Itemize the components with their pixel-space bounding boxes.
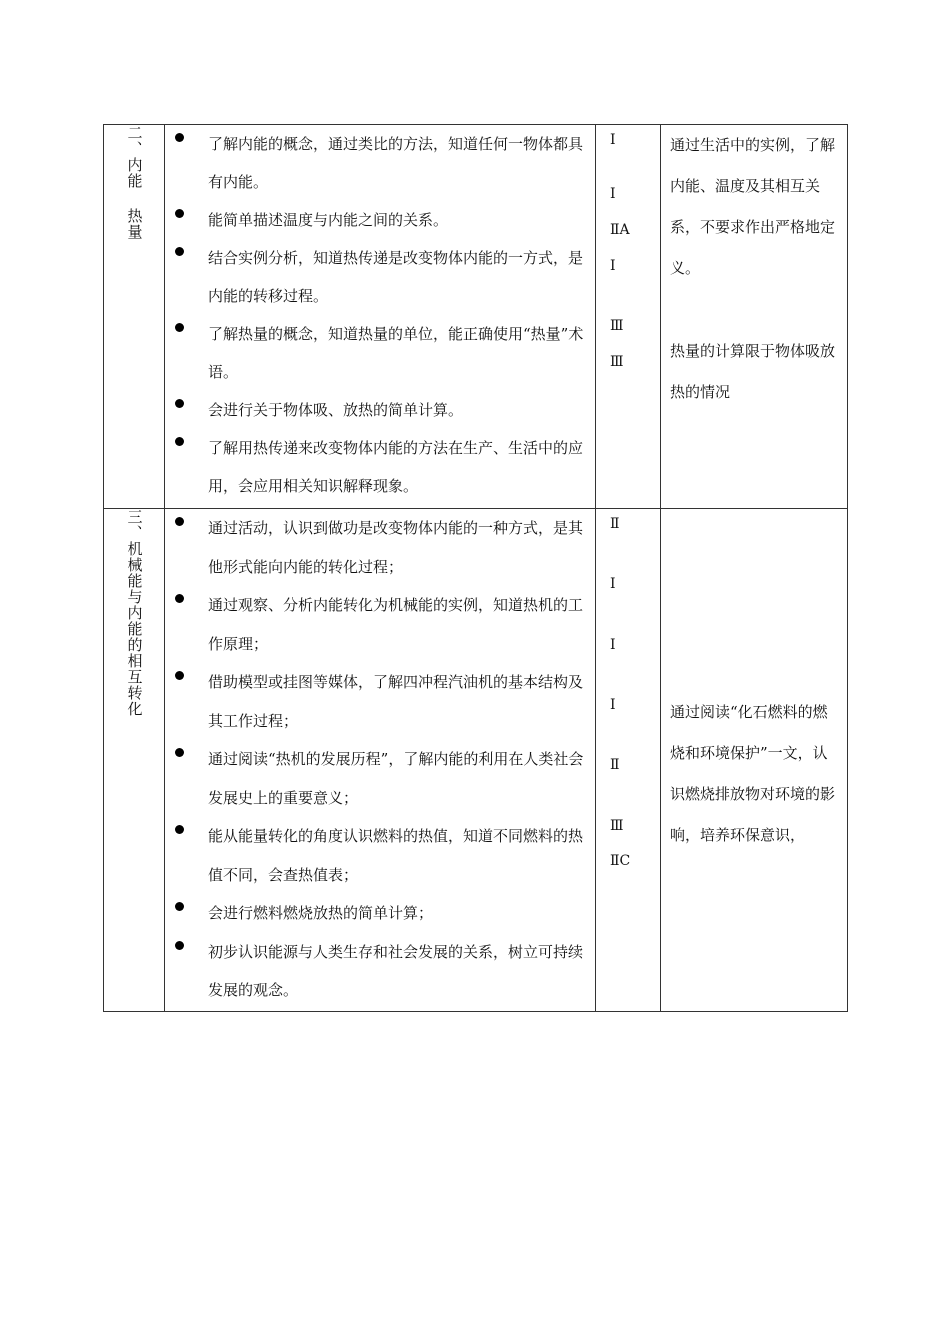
bullet-icon [175, 323, 184, 332]
level-label: Ⅰ [610, 576, 616, 592]
list-item: 结合实例分析，知道热传递是改变物体内能的一方式，是内能的转移过程。 [165, 239, 595, 315]
level-list [596, 509, 660, 872]
bullet-icon [175, 594, 184, 603]
level-label: Ⅰ [610, 186, 616, 202]
topic-label: 二、内能 热量 [125, 125, 144, 240]
notes-cell [661, 509, 848, 1012]
level-label: Ⅱ [610, 757, 620, 773]
list-item: 了解用热传递来改变物体内能的方法在生产、生活中的应用，会应用相关知识解释现象。 [165, 429, 595, 505]
note-text: 通过阅读“化石燃料的燃烧和环境保护”一文，认识燃烧排放物对环境的影响，培养环保意识， [670, 703, 836, 844]
list-item: 会进行燃料燃烧放热的简单计算； [165, 894, 595, 933]
bullet-icon [175, 247, 184, 256]
bullet-icon [175, 437, 184, 446]
list-item: 借助模型或挂图等媒体，了解四冲程汽油机的基本结构及其工作过程； [165, 663, 595, 740]
level-label: Ⅰ [610, 697, 616, 713]
level-list [596, 125, 660, 373]
bullet-icon [175, 825, 184, 834]
objective-list [165, 509, 595, 1010]
list-item: 初步认识能源与人类生存和社会发展的关系，树立可持续发展的观念。 [165, 933, 595, 1010]
level-label: Ⅰ [610, 132, 616, 148]
topic-cell [104, 509, 165, 1012]
table-row [104, 509, 848, 1012]
bullet-icon [175, 209, 184, 218]
list-item: 通过阅读“热机的发展历程”，了解内能的利用在人类社会发展史上的重要意义； [165, 740, 595, 817]
topic-cell [104, 125, 165, 509]
notes [661, 509, 847, 856]
level-label: Ⅲ [610, 818, 624, 834]
curriculum-table [103, 124, 848, 1012]
level-label: Ⅲ [610, 354, 624, 370]
level-label: Ⅱ [610, 516, 620, 532]
topic-label: 三、机械能与内能的相互转化 [125, 509, 144, 717]
objective-list [165, 125, 595, 505]
objectives-cell [165, 509, 596, 1012]
note-text: 通过生活中的实例，了解内能、温度及其相互关系，不要求作出严格地定义。 [670, 136, 836, 277]
list-item: 会进行关于物体吸、放热的简单计算。 [165, 391, 595, 429]
bullet-icon [175, 517, 184, 526]
list-item: 了解热量的概念，知道热量的单位，能正确使用“热量”术语。 [165, 315, 595, 391]
bullet-icon [175, 399, 184, 408]
level-label: Ⅰ [610, 258, 616, 274]
bullet-icon [175, 941, 184, 950]
list-item: 能从能量转化的角度认识燃料的热值，知道不同燃料的热值不同，会查热值表； [165, 817, 595, 894]
levels-cell [596, 509, 661, 1012]
bullet-icon [175, 748, 184, 757]
bullet-icon [175, 671, 184, 680]
level-label: ⅡA [610, 222, 630, 238]
notes-cell [661, 125, 848, 509]
notes [661, 125, 847, 413]
list-item: 通过观察、分析内能转化为机械能的实例，知道热机的工作原理； [165, 586, 595, 663]
levels-cell [596, 125, 661, 509]
list-item: 能简单描述温度与内能之间的关系。 [165, 201, 595, 239]
table-row [104, 125, 848, 509]
level-label: ⅡC [610, 853, 631, 869]
bullet-icon [175, 902, 184, 911]
level-label: Ⅰ [610, 637, 616, 653]
level-label: Ⅲ [610, 318, 624, 334]
objectives-cell [165, 125, 596, 509]
note-text: 热量的计算限于物体吸放热的情况 [670, 342, 836, 401]
list-item: 通过活动，认识到做功是改变物体内能的一种方式，是其他形式能向内能的转化过程； [165, 509, 595, 586]
bullet-icon [175, 133, 184, 142]
list-item: 了解内能的概念，通过类比的方法，知道任何一物体都具有内能。 [165, 125, 595, 201]
